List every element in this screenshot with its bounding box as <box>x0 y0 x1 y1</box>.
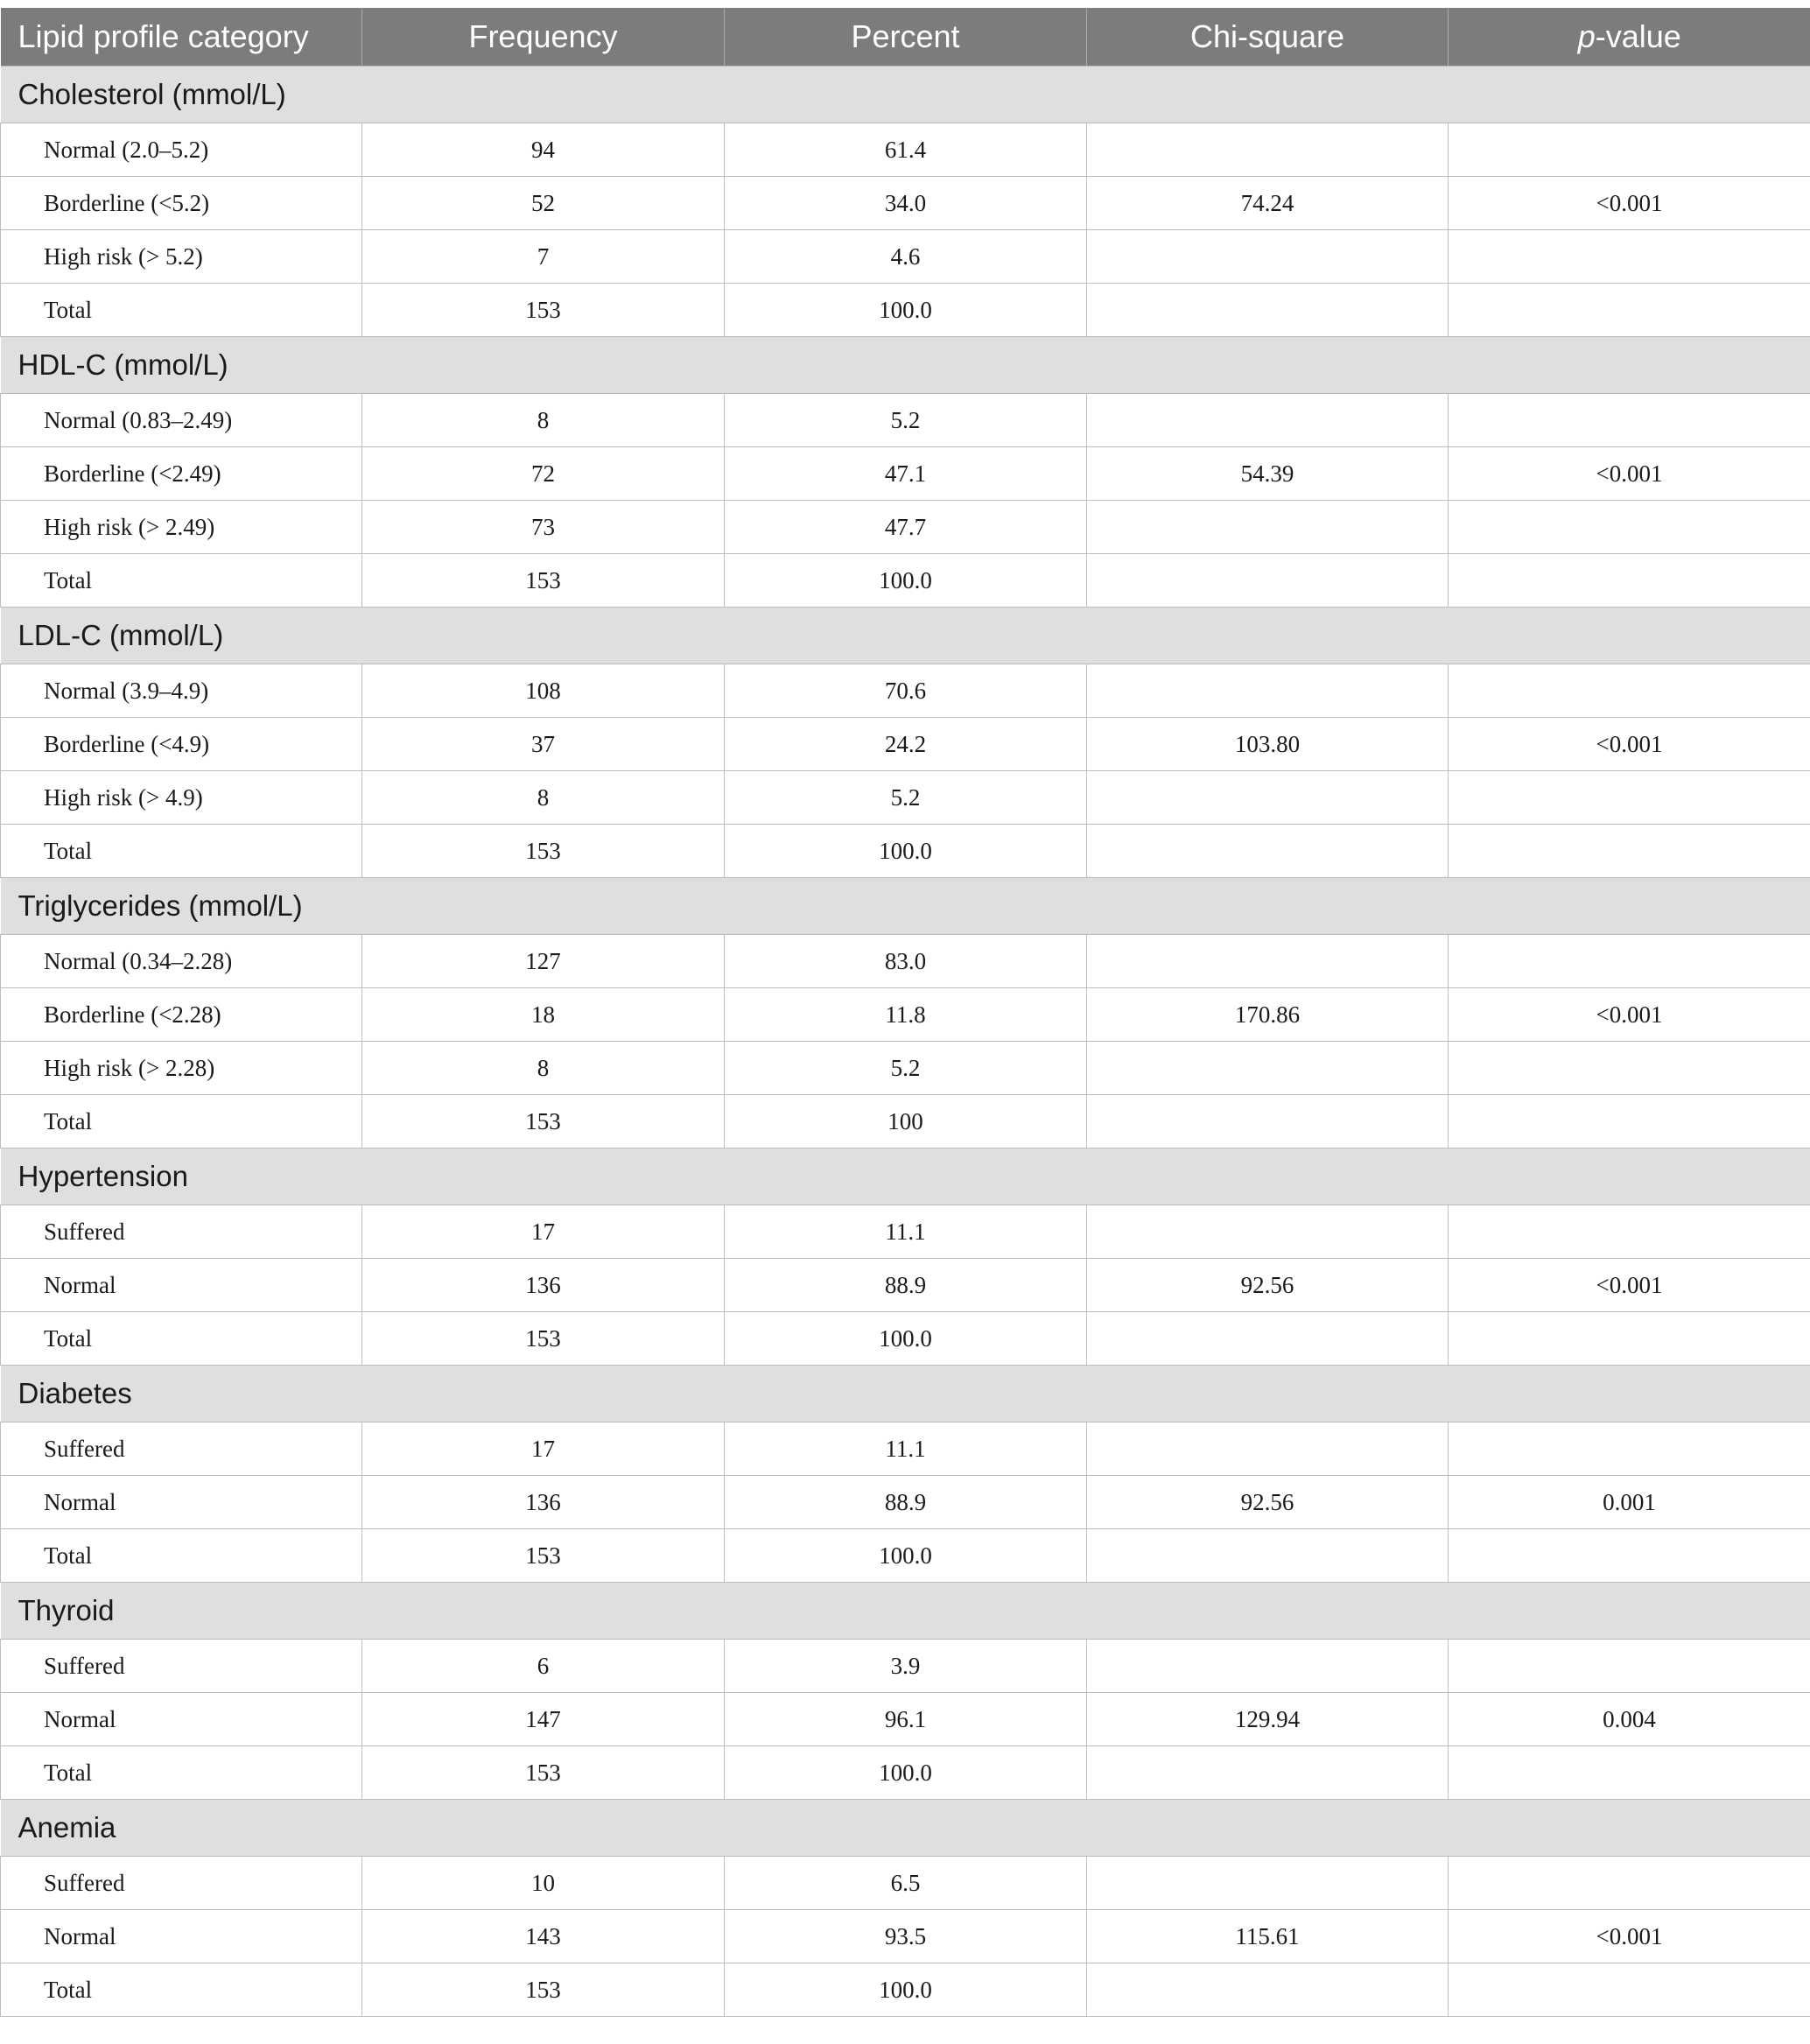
table-row <box>1 1693 1810 1746</box>
section-title: Anemia <box>1 1800 1810 1857</box>
row-label: Normal <box>1 1693 362 1746</box>
section-title: Thyroid <box>1 1583 1810 1640</box>
p-value-cell <box>1449 664 1810 718</box>
chi-square-cell <box>1087 554 1449 608</box>
table-row <box>1 394 1810 447</box>
frequency-cell: 153 <box>362 825 725 878</box>
chi-square-cell: 92.56 <box>1087 1476 1449 1529</box>
frequency-cell: 18 <box>362 988 725 1042</box>
p-value-cell: <0.001 <box>1449 988 1810 1042</box>
header-frequency: Frequency <box>362 8 725 67</box>
chi-square-cell <box>1087 1529 1449 1583</box>
row-label: Total <box>1 1746 362 1800</box>
table-row <box>1 1205 1810 1259</box>
table-row <box>1 1095 1810 1148</box>
chi-square-cell <box>1087 1422 1449 1476</box>
percent-cell: 100 <box>725 1095 1087 1148</box>
chi-square-cell <box>1087 1205 1449 1259</box>
section-title: HDL-C (mmol/L) <box>1 337 1810 394</box>
frequency-cell: 153 <box>362 284 725 337</box>
frequency-cell: 17 <box>362 1205 725 1259</box>
row-label: Borderline (<2.28) <box>1 988 362 1042</box>
row-label: Suffered <box>1 1857 362 1910</box>
row-label: Total <box>1 284 362 337</box>
p-value-cell <box>1449 771 1810 825</box>
row-label: Total <box>1 825 362 878</box>
frequency-cell: 37 <box>362 718 725 771</box>
chi-square-cell <box>1087 825 1449 878</box>
p-value-cell: <0.001 <box>1449 1259 1810 1312</box>
frequency-cell: 7 <box>362 230 725 284</box>
section-header-row <box>1 67 1810 123</box>
section-title: LDL-C (mmol/L) <box>1 608 1810 664</box>
chi-square-cell <box>1087 394 1449 447</box>
p-value-cell <box>1449 1529 1810 1583</box>
p-value-cell: <0.001 <box>1449 1910 1810 1963</box>
chi-square-cell <box>1087 1746 1449 1800</box>
table-row <box>1 554 1810 608</box>
chi-square-cell: 92.56 <box>1087 1259 1449 1312</box>
table-row <box>1 1746 1810 1800</box>
percent-cell: 11.1 <box>725 1205 1087 1259</box>
chi-square-cell <box>1087 1312 1449 1366</box>
p-value-cell <box>1449 1746 1810 1800</box>
frequency-cell: 153 <box>362 1746 725 1800</box>
table-row <box>1 1910 1810 1963</box>
table-row <box>1 1422 1810 1476</box>
percent-cell: 100.0 <box>725 554 1087 608</box>
row-label: Suffered <box>1 1422 362 1476</box>
section-header-row <box>1 1148 1810 1205</box>
frequency-cell: 73 <box>362 501 725 554</box>
header-p-value <box>1449 8 1810 67</box>
row-label: Normal (2.0–5.2) <box>1 123 362 177</box>
percent-cell: 6.5 <box>725 1857 1087 1910</box>
row-label: Normal (3.9–4.9) <box>1 664 362 718</box>
percent-cell: 61.4 <box>725 123 1087 177</box>
p-value-cell <box>1449 1042 1810 1095</box>
table-row <box>1 1640 1810 1693</box>
row-label: Total <box>1 1529 362 1583</box>
row-label: High risk (> 4.9) <box>1 771 362 825</box>
table-row <box>1 1529 1810 1583</box>
percent-cell: 5.2 <box>725 1042 1087 1095</box>
percent-cell: 83.0 <box>725 935 1087 988</box>
chi-square-cell <box>1087 1963 1449 2017</box>
percent-cell: 96.1 <box>725 1693 1087 1746</box>
section-header-row <box>1 1366 1810 1422</box>
percent-cell: 88.9 <box>725 1259 1087 1312</box>
frequency-cell: 136 <box>362 1259 725 1312</box>
row-label: High risk (> 2.49) <box>1 501 362 554</box>
p-value-cell: 0.001 <box>1449 1476 1810 1529</box>
chi-square-cell <box>1087 771 1449 825</box>
chi-square-cell: 54.39 <box>1087 447 1449 501</box>
percent-cell: 11.1 <box>725 1422 1087 1476</box>
percent-cell: 5.2 <box>725 771 1087 825</box>
frequency-cell: 153 <box>362 554 725 608</box>
table-row <box>1 664 1810 718</box>
chi-square-cell <box>1087 935 1449 988</box>
frequency-cell: 52 <box>362 177 725 230</box>
chi-square-cell <box>1087 664 1449 718</box>
section-title: Hypertension <box>1 1148 1810 1205</box>
row-label: Normal (0.34–2.28) <box>1 935 362 988</box>
table-row <box>1 1963 1810 2017</box>
percent-cell: 24.2 <box>725 718 1087 771</box>
row-label: Borderline (<4.9) <box>1 718 362 771</box>
p-value-cell <box>1449 1422 1810 1476</box>
chi-square-cell: 129.94 <box>1087 1693 1449 1746</box>
chi-square-cell <box>1087 1640 1449 1693</box>
p-value-cell <box>1449 394 1810 447</box>
frequency-cell: 17 <box>362 1422 725 1476</box>
chi-square-cell <box>1087 501 1449 554</box>
header-category: Lipid profile category <box>1 8 362 67</box>
frequency-cell: 72 <box>362 447 725 501</box>
percent-cell: 3.9 <box>725 1640 1087 1693</box>
p-value-label: -value <box>1595 18 1681 54</box>
row-label: High risk (> 5.2) <box>1 230 362 284</box>
frequency-cell: 153 <box>362 1095 725 1148</box>
row-label: Total <box>1 554 362 608</box>
p-value-cell <box>1449 554 1810 608</box>
row-label: Borderline (<2.49) <box>1 447 362 501</box>
p-value-cell <box>1449 1963 1810 2017</box>
frequency-cell: 94 <box>362 123 725 177</box>
p-value-cell <box>1449 1640 1810 1693</box>
row-label: Total <box>1 1312 362 1366</box>
header-row <box>1 8 1810 67</box>
frequency-cell: 10 <box>362 1857 725 1910</box>
p-value-cell: <0.001 <box>1449 718 1810 771</box>
section-header-row <box>1 1800 1810 1857</box>
frequency-cell: 153 <box>362 1529 725 1583</box>
p-value-cell <box>1449 284 1810 337</box>
chi-square-cell <box>1087 284 1449 337</box>
chi-square-cell <box>1087 123 1449 177</box>
frequency-cell: 8 <box>362 394 725 447</box>
table-row <box>1 1312 1810 1366</box>
row-label: Total <box>1 1963 362 2017</box>
table-body <box>1 67 1810 2017</box>
p-value-cell <box>1449 1857 1810 1910</box>
table-row <box>1 935 1810 988</box>
percent-cell: 100.0 <box>725 825 1087 878</box>
table-row <box>1 230 1810 284</box>
percent-cell: 88.9 <box>725 1476 1087 1529</box>
frequency-cell: 153 <box>362 1963 725 2017</box>
percent-cell: 47.7 <box>725 501 1087 554</box>
row-label: High risk (> 2.28) <box>1 1042 362 1095</box>
p-value-cell: <0.001 <box>1449 447 1810 501</box>
header-chi-square: Chi-square <box>1087 8 1449 67</box>
chi-square-cell: 74.24 <box>1087 177 1449 230</box>
p-value-cell <box>1449 935 1810 988</box>
frequency-cell: 6 <box>362 1640 725 1693</box>
p-symbol: p <box>1577 18 1596 54</box>
frequency-cell: 136 <box>362 1476 725 1529</box>
chi-square-cell <box>1087 230 1449 284</box>
row-label: Suffered <box>1 1205 362 1259</box>
frequency-cell: 153 <box>362 1312 725 1366</box>
percent-cell: 34.0 <box>725 177 1087 230</box>
table-row <box>1 284 1810 337</box>
row-label: Normal <box>1 1476 362 1529</box>
section-header-row <box>1 1583 1810 1640</box>
table-header <box>1 8 1810 67</box>
table-row <box>1 177 1810 230</box>
table-row <box>1 1259 1810 1312</box>
percent-cell: 70.6 <box>725 664 1087 718</box>
table-row <box>1 1042 1810 1095</box>
table-row <box>1 825 1810 878</box>
table-row <box>1 718 1810 771</box>
section-title: Triglycerides (mmol/L) <box>1 878 1810 935</box>
table-row <box>1 1857 1810 1910</box>
percent-cell: 93.5 <box>725 1910 1087 1963</box>
percent-cell: 4.6 <box>725 230 1087 284</box>
table-row <box>1 988 1810 1042</box>
section-header-row <box>1 878 1810 935</box>
percent-cell: 100.0 <box>725 1746 1087 1800</box>
p-value-cell: <0.001 <box>1449 177 1810 230</box>
chi-square-cell: 103.80 <box>1087 718 1449 771</box>
frequency-cell: 8 <box>362 1042 725 1095</box>
header-percent: Percent <box>725 8 1087 67</box>
row-label: Normal <box>1 1259 362 1312</box>
chi-square-cell <box>1087 1042 1449 1095</box>
percent-cell: 100.0 <box>725 1963 1087 2017</box>
p-value-cell <box>1449 825 1810 878</box>
p-value-cell <box>1449 501 1810 554</box>
chi-square-cell: 170.86 <box>1087 988 1449 1042</box>
row-label: Total <box>1 1095 362 1148</box>
chi-square-cell <box>1087 1857 1449 1910</box>
frequency-cell: 108 <box>362 664 725 718</box>
chi-square-cell: 115.61 <box>1087 1910 1449 1963</box>
p-value-cell <box>1449 123 1810 177</box>
percent-cell: 11.8 <box>725 988 1087 1042</box>
section-title: Diabetes <box>1 1366 1810 1422</box>
section-header-row <box>1 608 1810 664</box>
table-row <box>1 771 1810 825</box>
p-value-cell <box>1449 1095 1810 1148</box>
row-label: Borderline (<5.2) <box>1 177 362 230</box>
table-row <box>1 123 1810 177</box>
row-label: Normal <box>1 1910 362 1963</box>
frequency-cell: 127 <box>362 935 725 988</box>
section-header-row <box>1 337 1810 394</box>
frequency-cell: 147 <box>362 1693 725 1746</box>
table-row <box>1 447 1810 501</box>
p-value-cell <box>1449 1312 1810 1366</box>
table-row <box>1 1476 1810 1529</box>
percent-cell: 100.0 <box>725 1312 1087 1366</box>
p-value-cell <box>1449 230 1810 284</box>
percent-cell: 47.1 <box>725 447 1087 501</box>
section-title: Cholesterol (mmol/L) <box>1 67 1810 123</box>
percent-cell: 100.0 <box>725 284 1087 337</box>
p-value-cell <box>1449 1205 1810 1259</box>
lipid-profile-table <box>0 8 1810 2017</box>
chi-square-cell <box>1087 1095 1449 1148</box>
table-row <box>1 501 1810 554</box>
row-label: Normal (0.83–2.49) <box>1 394 362 447</box>
percent-cell: 100.0 <box>725 1529 1087 1583</box>
frequency-cell: 8 <box>362 771 725 825</box>
row-label: Suffered <box>1 1640 362 1693</box>
p-value-cell: 0.004 <box>1449 1693 1810 1746</box>
percent-cell: 5.2 <box>725 394 1087 447</box>
frequency-cell: 143 <box>362 1910 725 1963</box>
